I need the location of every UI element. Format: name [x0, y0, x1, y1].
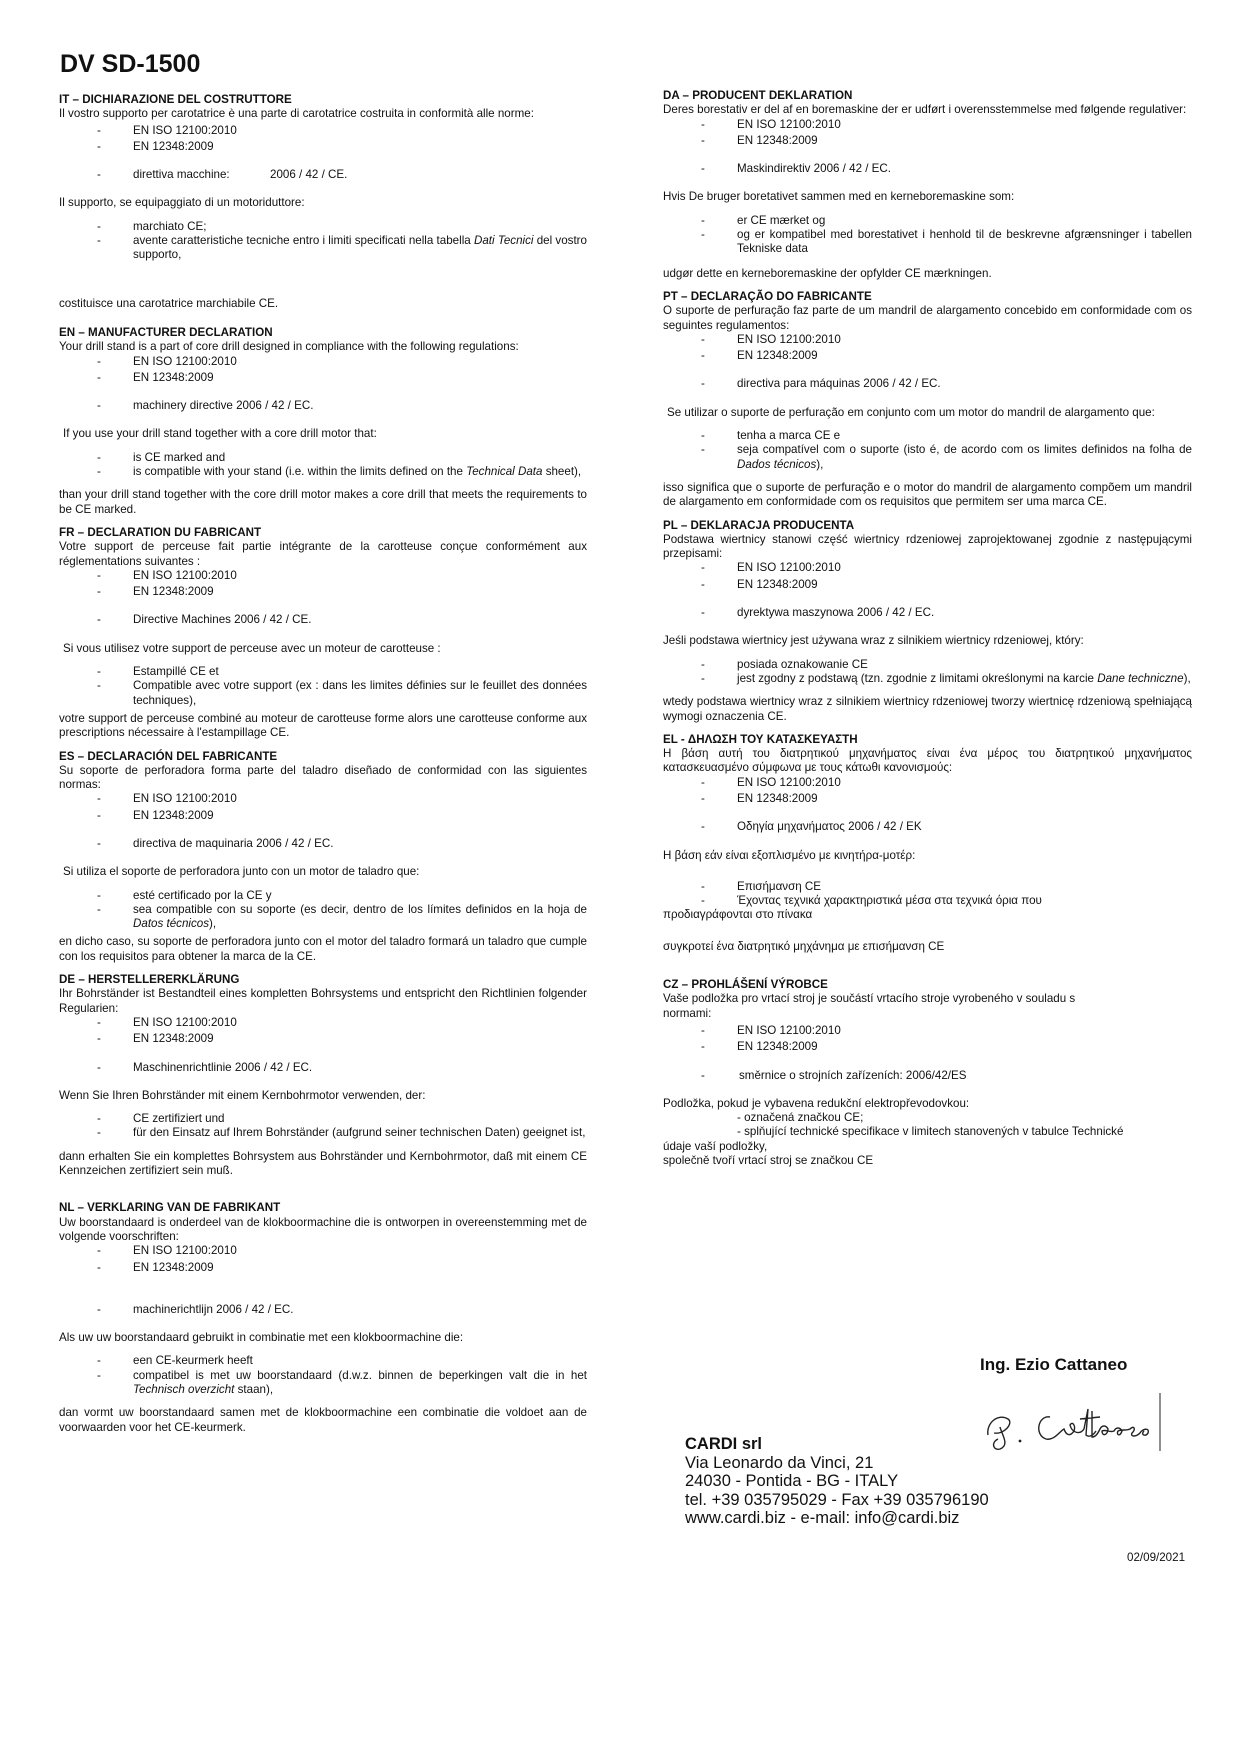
norm-item: - EN ISO 12100:2010 — [663, 118, 1192, 132]
intro-text: Il vostro supporto per carotatrice è una parte di carotatrice costruita in conformità alle norme: — [59, 107, 534, 121]
intro-text: Uw boorstandaard is onderdeel van de klokboormachine die is ontworpen in overeenstemming met de volgende voorschriften: — [59, 1215, 587, 1243]
conclusion-text: udgør dette en kerneboremaskine der opfylder CE mærkningen. — [663, 266, 992, 280]
section-cz — [663, 978, 1192, 1168]
condition-emphasis: Technisch overzicht — [133, 1383, 235, 1396]
conclusion-text: isso significa que o suporte de perfuração e o motor do mandril de alargamento compõem um mandril de alargamento em conformidade com os requisitos que permitem ser uma marca CE. — [663, 480, 1192, 509]
norms-list — [59, 1016, 587, 1075]
condition-text: compatibel is met uw boorstandaard (d.w.z. binnen de beperkingen valt die in het — [133, 1368, 587, 1382]
norm-item: - EN ISO 12100:2010 — [59, 1244, 587, 1258]
conclusion-text: dann erhalten Sie ein komplettes Bohrsystem aus Bohrständer und Kernbohrmotor, daß mit einem CE Kennzeichen zertifiziert sein muß. — [59, 1149, 587, 1178]
section-es — [59, 750, 587, 965]
norm-item: - EN ISO 12100:2010 — [663, 776, 1192, 790]
condition-intro: Wenn Sie Ihren Bohrständer mit einem Kernbohrmotor verwenden, der: — [59, 1088, 426, 1102]
section-it — [59, 93, 587, 311]
condition-text: seja compatível com o suporte (isto é, de acordo com os limites definidos na folha de — [737, 443, 1192, 457]
directive-item: - directiva para máquinas 2006 / 42 / EC. — [663, 377, 1192, 391]
condition-text: ), — [209, 917, 217, 931]
norm-item: - EN ISO 12100:2010 — [59, 1016, 587, 1030]
condition-item — [663, 443, 1192, 472]
section-fr — [59, 526, 587, 741]
norm-item: - EN 12348:2009 — [59, 1261, 587, 1275]
intro-text: Deres borestativ er del af en boremaskine der er udført i overensstemmelse med følgende regulativer: — [663, 103, 1187, 117]
document-title: DV SD-1500 — [60, 50, 201, 78]
condition-intro: Il supporto, se equipaggiato di un motoriduttore: — [59, 196, 305, 210]
condition-item: - Compatible avec votre support (ex : dans les limites définies sur le feuillet des données techniques), — [59, 679, 587, 708]
signer-name: Ing. Ezio Cattaneo — [980, 1355, 1128, 1374]
condition-item: - für den Einsatz auf Ihrem Bohrständer (aufgrund seiner technischen Daten) geeignet ist, — [59, 1126, 587, 1140]
conditions-list — [59, 1112, 587, 1141]
condition-item — [59, 1369, 587, 1398]
norm-item: - EN 12348:2009 — [663, 578, 1192, 592]
condition-item — [663, 672, 1192, 686]
norm-item: - EN 12348:2009 — [663, 349, 1192, 363]
condition-item — [59, 903, 587, 932]
directive-item: - dyrektywa maszynowa 2006 / 42 / EC. — [663, 606, 1192, 620]
directive-item: - directiva de maquinaria 2006 / 42 / EC. — [59, 837, 587, 851]
norm-item: - EN 12348:2009 — [663, 792, 1192, 806]
intro-text: Podstawa wiertnicy stanowi część wiertnicy rdzeniowej zaprojektowanej zgodnie z następującymi przepisami: — [663, 532, 1192, 561]
condition-item: - tenha a marca CE e — [663, 429, 1192, 443]
section-title: IT – DICHIARAZIONE DEL COSTRUTTORE — [59, 93, 292, 106]
conditions-list — [663, 880, 1192, 909]
company-address — [685, 1435, 989, 1528]
norm-item: - EN 12348:2009 — [59, 371, 587, 385]
right-column — [663, 89, 1192, 1168]
conditions-list — [59, 220, 587, 263]
condition-text: sea compatible con su soporte (es decir, dentro de los límites definidos en la hoja de — [133, 902, 587, 916]
norm-item: - EN 12348:2009 — [59, 140, 587, 154]
condition-item: - Estampillé CE et — [59, 665, 587, 679]
conditions-list — [663, 429, 1192, 472]
section-pt — [663, 290, 1192, 510]
directive-item — [59, 168, 587, 182]
norms-list — [59, 124, 587, 183]
condition-intro: If you use your drill stand together with a core drill motor that: — [63, 427, 377, 441]
intro-text: Su soporte de perforadora forma parte del taladro diseñado de conformidad con las siguientes normas: — [59, 763, 587, 792]
document-date: 02/09/2021 — [1127, 1551, 1186, 1564]
condition-item: - Έχοντας τεχνικά χαρακτηριστικά μέσα στα τεχνικά όρια που — [663, 894, 1192, 908]
company-phone: tel. +39 035795029 - Fax +39 035796190 — [685, 1490, 989, 1509]
section-title: NL – VERKLARING VAN DE FABRIKANT — [59, 1201, 281, 1215]
condition-intro: Als uw uw boorstandaard gebruikt in combinatie met een klokboormachine die: — [59, 1331, 464, 1345]
condition-text: avente caratteristiche tecniche entro i limiti specificati nella tabella — [133, 234, 471, 248]
conclusion-text: than your drill stand together with the core drill motor makes a core drill that meets the requirements to be CE marked. — [59, 488, 587, 516]
conditions-list — [663, 658, 1192, 687]
directive-value: 2006 / 42 / CE. — [270, 168, 348, 182]
norms-list — [59, 355, 587, 414]
section-en — [59, 326, 587, 517]
condition-item: - posiada oznakowanie CE — [663, 658, 1192, 672]
directive-item: - machinery directive 2006 / 42 / EC. — [59, 399, 587, 413]
condition-text: staan), — [237, 1383, 274, 1396]
condition-item: - er CE mærket og — [663, 214, 1192, 228]
section-title: PL – DEKLARACJA PRODUCENTA — [663, 518, 855, 532]
directive-item: - Directive Machines 2006 / 42 / CE. — [59, 613, 587, 627]
section-title: DE – HERSTELLERERKLÄRUNG — [59, 973, 240, 987]
condition-item: - og er kompatibel med borestativet i henhold til de beskrevne afgrænsninger i tabellen Tekniske data — [663, 228, 1192, 257]
condition-intro: Podložka, pokud je vybavena redukční elektropřevodovkou: — [663, 1096, 970, 1110]
condition-item: - esté certificado por la CE y — [59, 889, 587, 903]
directive-item: - Οδηγία μηχανήματος 2006 / 42 / ΕΚ — [663, 820, 1192, 834]
norms-list — [663, 118, 1192, 177]
condition-text: del vostro supporto, — [133, 234, 587, 262]
directive-label: direttiva macchine: — [133, 168, 230, 182]
intro-text: Your drill stand is a part of core drill designed in compliance with the following regulations: — [59, 340, 519, 354]
condition-item: - Επισήμανση CE — [663, 880, 1192, 894]
conclusion-text: συγκροτεί ένα διατρητικό μηχάνημα με επισήμανση CE — [663, 939, 945, 953]
norms-list — [59, 569, 587, 628]
norm-item: - EN 12348:2009 — [59, 1032, 587, 1046]
norms-list — [663, 561, 1192, 620]
conditions-list — [663, 214, 1192, 257]
section-nl — [59, 1201, 587, 1435]
section-el — [663, 733, 1192, 954]
section-da — [663, 89, 1192, 281]
directive-item: - směrnice o strojních zařízeních: 2006/42/ES — [663, 1069, 1192, 1083]
company-street: Via Leonardo da Vinci, 21 — [685, 1453, 874, 1472]
condition-text: jest zgodny z podstawą (tzn. zgodnie z limitami określonymi na karcie — [737, 671, 1094, 685]
section-title: CZ – PROHLÁŠENÍ VÝROBCE — [663, 978, 828, 992]
condition-item: - een CE-keurmerk heeft — [59, 1354, 587, 1368]
section-title: PT – DECLARAÇÃO DO FABRICANTE — [663, 289, 872, 303]
condition-item: - označená značkou CE; — [737, 1111, 864, 1125]
norm-item: - EN 12348:2009 — [663, 134, 1192, 148]
condition-intro: Si utiliza el soporte de perforadora junto con un motor de taladro que: — [63, 865, 420, 879]
conclusion-text: en dicho caso, su soporte de perforadora junto con el motor del taladro formará un taladro que cumple con los requisitos para obtener la marca de la CE. — [59, 935, 587, 963]
condition-continuation: údaje vaší podložky, — [663, 1139, 768, 1153]
condition-emphasis: Dados técnicos — [737, 457, 817, 471]
condition-item: - marchiato CE; — [59, 220, 587, 234]
handwritten-signature-icon — [980, 1385, 1200, 1455]
conclusion-text: costituisce una carotatrice marchiabile CE. — [59, 296, 279, 310]
norm-item: - EN ISO 12100:2010 — [663, 1024, 1192, 1038]
condition-text: ), — [816, 457, 824, 471]
condition-item: - CE zertifiziert und — [59, 1112, 587, 1126]
section-title: FR – DECLARATION DU FABRICANT — [59, 525, 262, 539]
condition-item — [59, 234, 587, 263]
conditions-list — [59, 889, 587, 932]
condition-text: ), — [1183, 671, 1191, 685]
section-title: EL - ΔΗΛΩΣΗ ΤΟΥ ΚΑΤΑΣΚΕΥΑΣΤΗ — [663, 732, 858, 746]
norm-item: - EN 12348:2009 — [59, 809, 587, 823]
intro-text: Votre support de perceuse fait partie intégrante de la carotteuse conçue conformément aux réglementations suivantes : — [59, 540, 587, 568]
conclusion-text: wtedy podstawa wiertnicy wraz z silnikiem wiertnicy rdzeniowej tworzy wiertnicę rdzeniową spełniającą wymogi oznaczenia CE. — [663, 695, 1192, 723]
norms-list — [663, 1024, 1192, 1083]
section-de — [59, 973, 587, 1178]
norm-item: - EN ISO 12100:2010 — [59, 792, 587, 806]
condition-intro: Jeśli podstawa wiertnicy jest używana wraz z silnikiem wiertnicy rdzeniowej, który: — [663, 634, 1084, 648]
conditions-list — [59, 665, 587, 708]
norm-item: - EN ISO 12100:2010 — [59, 124, 587, 138]
norm-item: - EN 12348:2009 — [59, 585, 587, 599]
company-name: CARDI srl — [685, 1435, 763, 1453]
company-web: www.cardi.biz - e-mail: info@cardi.biz — [685, 1509, 960, 1527]
norm-item: - EN ISO 12100:2010 — [59, 355, 587, 369]
condition-intro: Si vous utilisez votre support de perceuse avec un moteur de carotteuse : — [63, 641, 441, 655]
section-title: DA – PRODUCENT DEKLARATION — [663, 89, 853, 102]
conditions-list — [59, 451, 587, 480]
condition-item: - splňující technické specifikace v limitech stanovených v tabulce Technické — [737, 1125, 1124, 1139]
condition-item: - is CE marked and — [59, 451, 587, 465]
norm-item: - EN ISO 12100:2010 — [663, 561, 1192, 575]
conclusion-text: společně tvoří vrtací stroj se značkou CE — [663, 1154, 874, 1168]
norm-item: - EN ISO 12100:2010 — [663, 333, 1192, 347]
condition-intro: Hvis De bruger boretativet sammen med en kerneboremaskine som: — [663, 190, 1015, 204]
norms-list — [59, 792, 587, 851]
directive-item: - Maschinenrichtlinie 2006 / 42 / EC. — [59, 1061, 587, 1075]
condition-emphasis: Dati Tecnici — [473, 234, 534, 248]
intro-text: Η βάση αυτή του διατρητικού μηχανήματος είναι ένα μέρος του διατρητικού μηχανήματος κατασκευασμένο σύμφωνα με τους κάτωθι κανονισμούς: — [663, 747, 1192, 775]
intro-text: O suporte de perfuração faz parte de um mandril de alargamento concebido em conformidade com os seguintes regulamentos: — [663, 304, 1192, 332]
condition-item — [59, 465, 587, 479]
norm-item: - EN ISO 12100:2010 — [59, 569, 587, 583]
norm-item: - EN 12348:2009 — [663, 1040, 1192, 1054]
conclusion-text: votre support de perceuse combiné au moteur de carotteuse forme alors une carotteuse conforme aux prescriptions nécessaire à l'estampillage CE. — [59, 711, 587, 740]
conditions-list — [59, 1354, 587, 1397]
condition-emphasis: Technical Data — [466, 465, 543, 479]
condition-emphasis: Dane techniczne — [1097, 671, 1184, 685]
section-title: ES – DECLARACIÓN DEL FABRICANTE — [59, 749, 278, 763]
norms-list — [663, 333, 1192, 392]
left-column — [59, 93, 587, 1435]
directive-item: - machinerichtlijn 2006 / 42 / EC. — [59, 1303, 587, 1317]
section-title: EN – MANUFACTURER DECLARATION — [59, 325, 273, 339]
conclusion-text: dan vormt uw boorstandaard samen met de klokboormachine een combinatie die voldoet aan de voorwaarden voor het CE-keurmerk. — [59, 1406, 587, 1434]
intro-text: Vaše podložka pro vrtací stroj je součástí vrtacího stroje vyrobeného v souladu s normami: — [663, 992, 1076, 1020]
section-pl — [663, 519, 1192, 724]
condition-continuation: προδιαγράφονται στο πίνακα — [663, 908, 813, 922]
norms-list — [59, 1244, 587, 1317]
directive-item: - Maskindirektiv 2006 / 42 / EC. — [663, 162, 1192, 176]
norms-list — [663, 776, 1192, 835]
condition-intro: Η βάση εάν είναι εξοπλισμένο με κινητήρα-μοτέρ: — [663, 848, 916, 862]
condition-intro: Se utilizar o suporte de perfuração em conjunto com um motor do mandril de alargamento que: — [667, 405, 1155, 419]
condition-text: sheet), — [545, 465, 582, 479]
condition-emphasis: Datos técnicos — [133, 917, 210, 931]
company-city: 24030 - Pontida - BG - ITALY — [685, 1472, 899, 1490]
condition-text: is compatible with your stand (i.e. within the limits defined on the — [133, 465, 463, 479]
intro-text: Ihr Bohrständer ist Bestandteil eines kompletten Bohrsystems und entspricht den Richtlinien folgender Regularien: — [59, 987, 587, 1015]
